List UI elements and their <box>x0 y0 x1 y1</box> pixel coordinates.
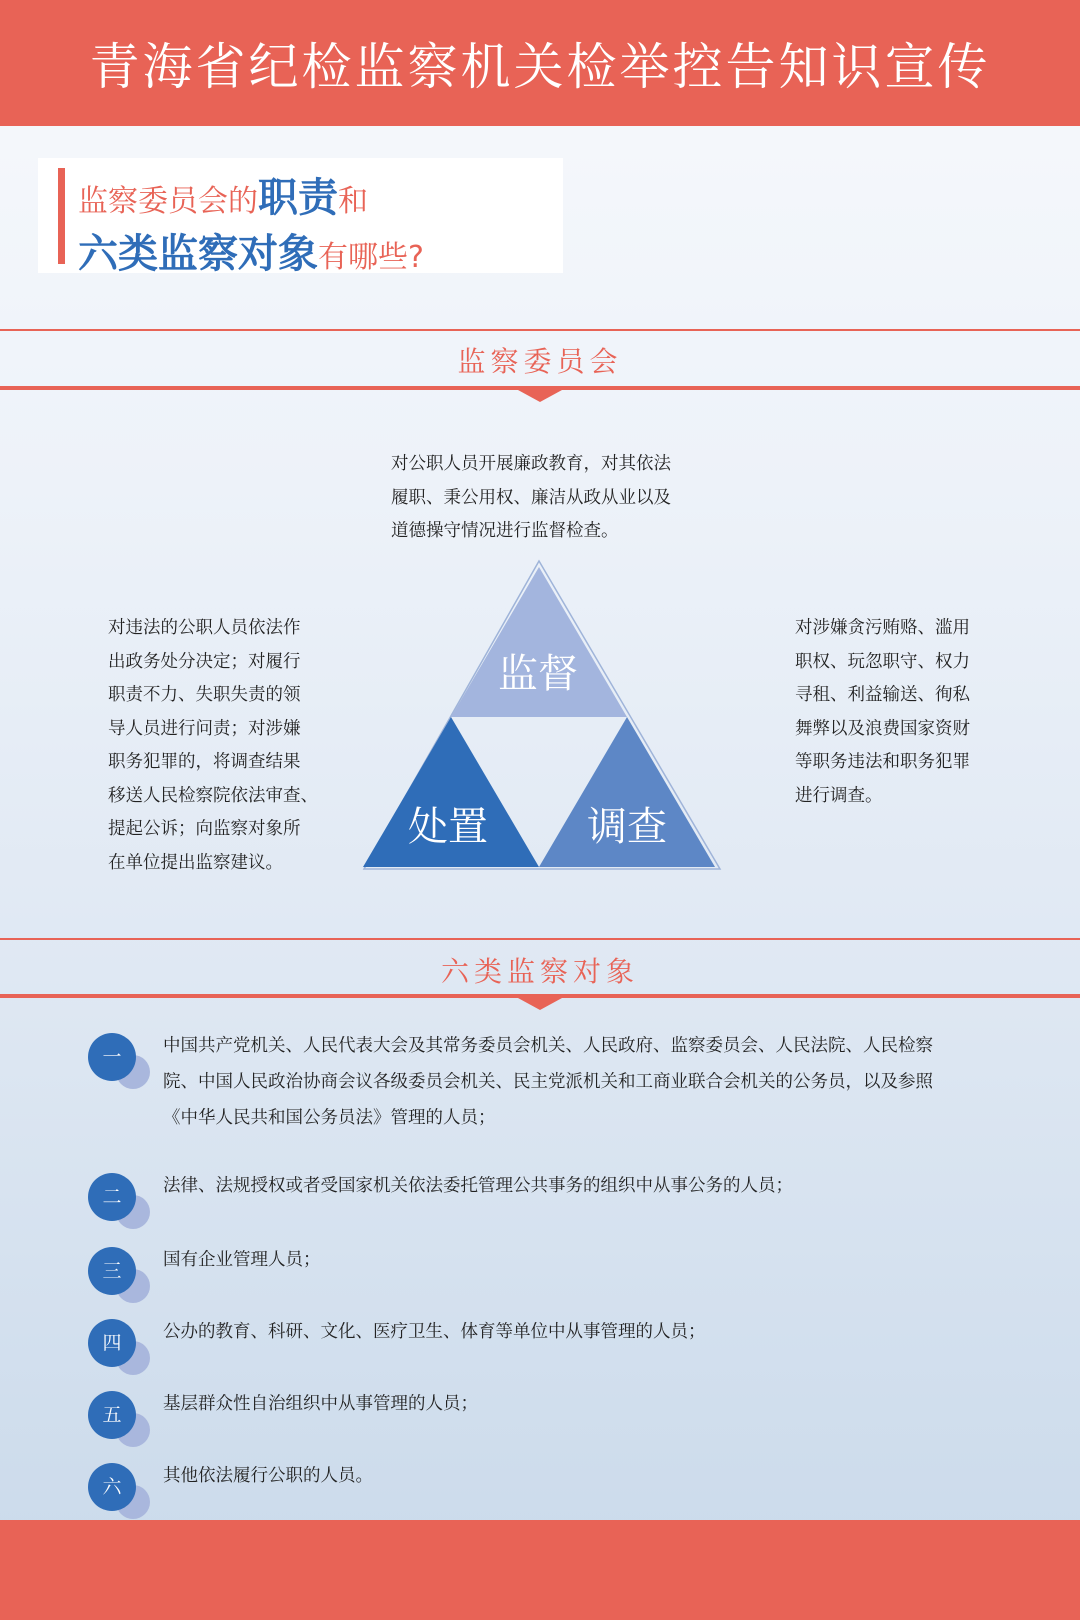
number-badge <box>88 1173 148 1233</box>
question-line-2 <box>78 222 424 279</box>
investigation-text-line: 进行调查。 <box>795 785 883 806</box>
disposal-text-line: 导人员进行问责；对涉嫌 <box>108 718 301 739</box>
section2-pointer <box>518 998 562 1010</box>
question-emphasis-duties: 职责 <box>258 175 338 221</box>
number-badge <box>88 1247 148 1307</box>
disposal-text-line: 对违法的公职人员依法作 <box>108 618 301 638</box>
list-item-line: 中国共产党机关、人民代表大会及其常务委员会机关、人民政府、监察委员会、人民法院、人民检察 <box>163 1036 933 1056</box>
number-badge <box>88 1463 148 1523</box>
disposal-text-line: 移送人民检察院依法审查、 <box>108 785 318 806</box>
disposal-text-line: 提起公诉；向监察对象所 <box>108 819 301 839</box>
question-conjunction: 和 <box>338 184 368 219</box>
list-item-line: 基层群众性自治组织中从事管理的人员； <box>163 1394 478 1414</box>
section2-top-line <box>0 938 1080 940</box>
list-item-text <box>163 1386 973 1422</box>
supervision-text-line: 对公职人员开展廉政教育，对其依法 <box>391 454 671 474</box>
investigation-text-line: 舞弊以及浪费国家资财 <box>795 718 970 739</box>
number-circle: 一 <box>88 1033 136 1081</box>
supervision-text-line: 道德操守情况进行监督检查。 <box>391 521 619 541</box>
list-item-line: 法律、法规授权或者受国家机关依法委托管理公共事务的组织中从事公务的人员； <box>163 1176 793 1196</box>
disposal-text-line: 职务犯罪的，将调查结果 <box>108 752 301 772</box>
question-accent-bar <box>58 168 65 264</box>
supervision-description <box>391 448 711 549</box>
list-item-line: 国有企业管理人员； <box>163 1250 321 1270</box>
list-item-line: 《中华人民共和国公务员法》管理的人员； <box>163 1108 496 1128</box>
number-circle: 四 <box>88 1319 136 1367</box>
number-badge <box>88 1319 148 1379</box>
number-badge <box>88 1033 148 1093</box>
investigation-text-line: 寻租、利益输送、徇私 <box>795 685 970 705</box>
number-circle: 五 <box>88 1391 136 1439</box>
supervision-text-line: 履职、秉公用权、廉洁从政从业以及 <box>391 487 671 508</box>
disposal-text-line: 职责不力、失职失责的领 <box>108 685 301 705</box>
disposal-text-line: 在单位提出监察建议。 <box>108 852 283 873</box>
section1-title: 监察委员会 <box>457 345 623 378</box>
number-circle: 二 <box>88 1173 136 1221</box>
number-circle: 六 <box>88 1463 136 1511</box>
list-item-text <box>163 1242 973 1278</box>
label-supervision: 监督 <box>498 651 578 697</box>
disposal-description <box>108 612 348 880</box>
list-item-line: 公办的教育、科研、文化、医疗卫生、体育等单位中从事管理的人员； <box>163 1322 706 1342</box>
investigation-text-line: 对涉嫌贪污贿赂、滥用 <box>795 618 970 638</box>
section1-top-line <box>0 329 1080 331</box>
question-line-1 <box>78 166 368 223</box>
list-item-text <box>163 1168 973 1204</box>
section2-title: 六类监察对象 <box>440 955 639 988</box>
list-item-text <box>163 1458 973 1494</box>
question-emphasis-objects: 六类监察对象 <box>78 231 318 277</box>
label-investigation: 调查 <box>587 804 667 850</box>
number-circle: 三 <box>88 1247 136 1295</box>
investigation-text-line: 等职务违法和职务犯罪 <box>795 752 970 772</box>
header-banner <box>0 0 1080 126</box>
list-item-text <box>163 1314 973 1350</box>
list-item-text <box>163 1028 973 1136</box>
label-disposal: 处置 <box>408 804 488 850</box>
list-item-line: 院、中国人民政治协商会议各级委员会机关、民主党派机关和工商业联合会机关的公务员，以及参照 <box>163 1072 933 1092</box>
section1-pointer <box>518 390 562 402</box>
page-title: 青海省纪检监察机关检举控告知识宣传 <box>89 38 991 96</box>
list-item-line: 其他依法履行公职的人员。 <box>163 1466 373 1486</box>
question-prefix: 监察委员会的 <box>78 184 258 219</box>
footer-band <box>0 1520 1080 1620</box>
number-badge <box>88 1391 148 1451</box>
investigation-text-line: 职权、玩忽职守、权力 <box>795 651 970 672</box>
disposal-text-line: 出政务处分决定；对履行 <box>108 651 301 672</box>
investigation-description <box>795 612 995 813</box>
question-suffix: 有哪些? <box>318 240 424 275</box>
